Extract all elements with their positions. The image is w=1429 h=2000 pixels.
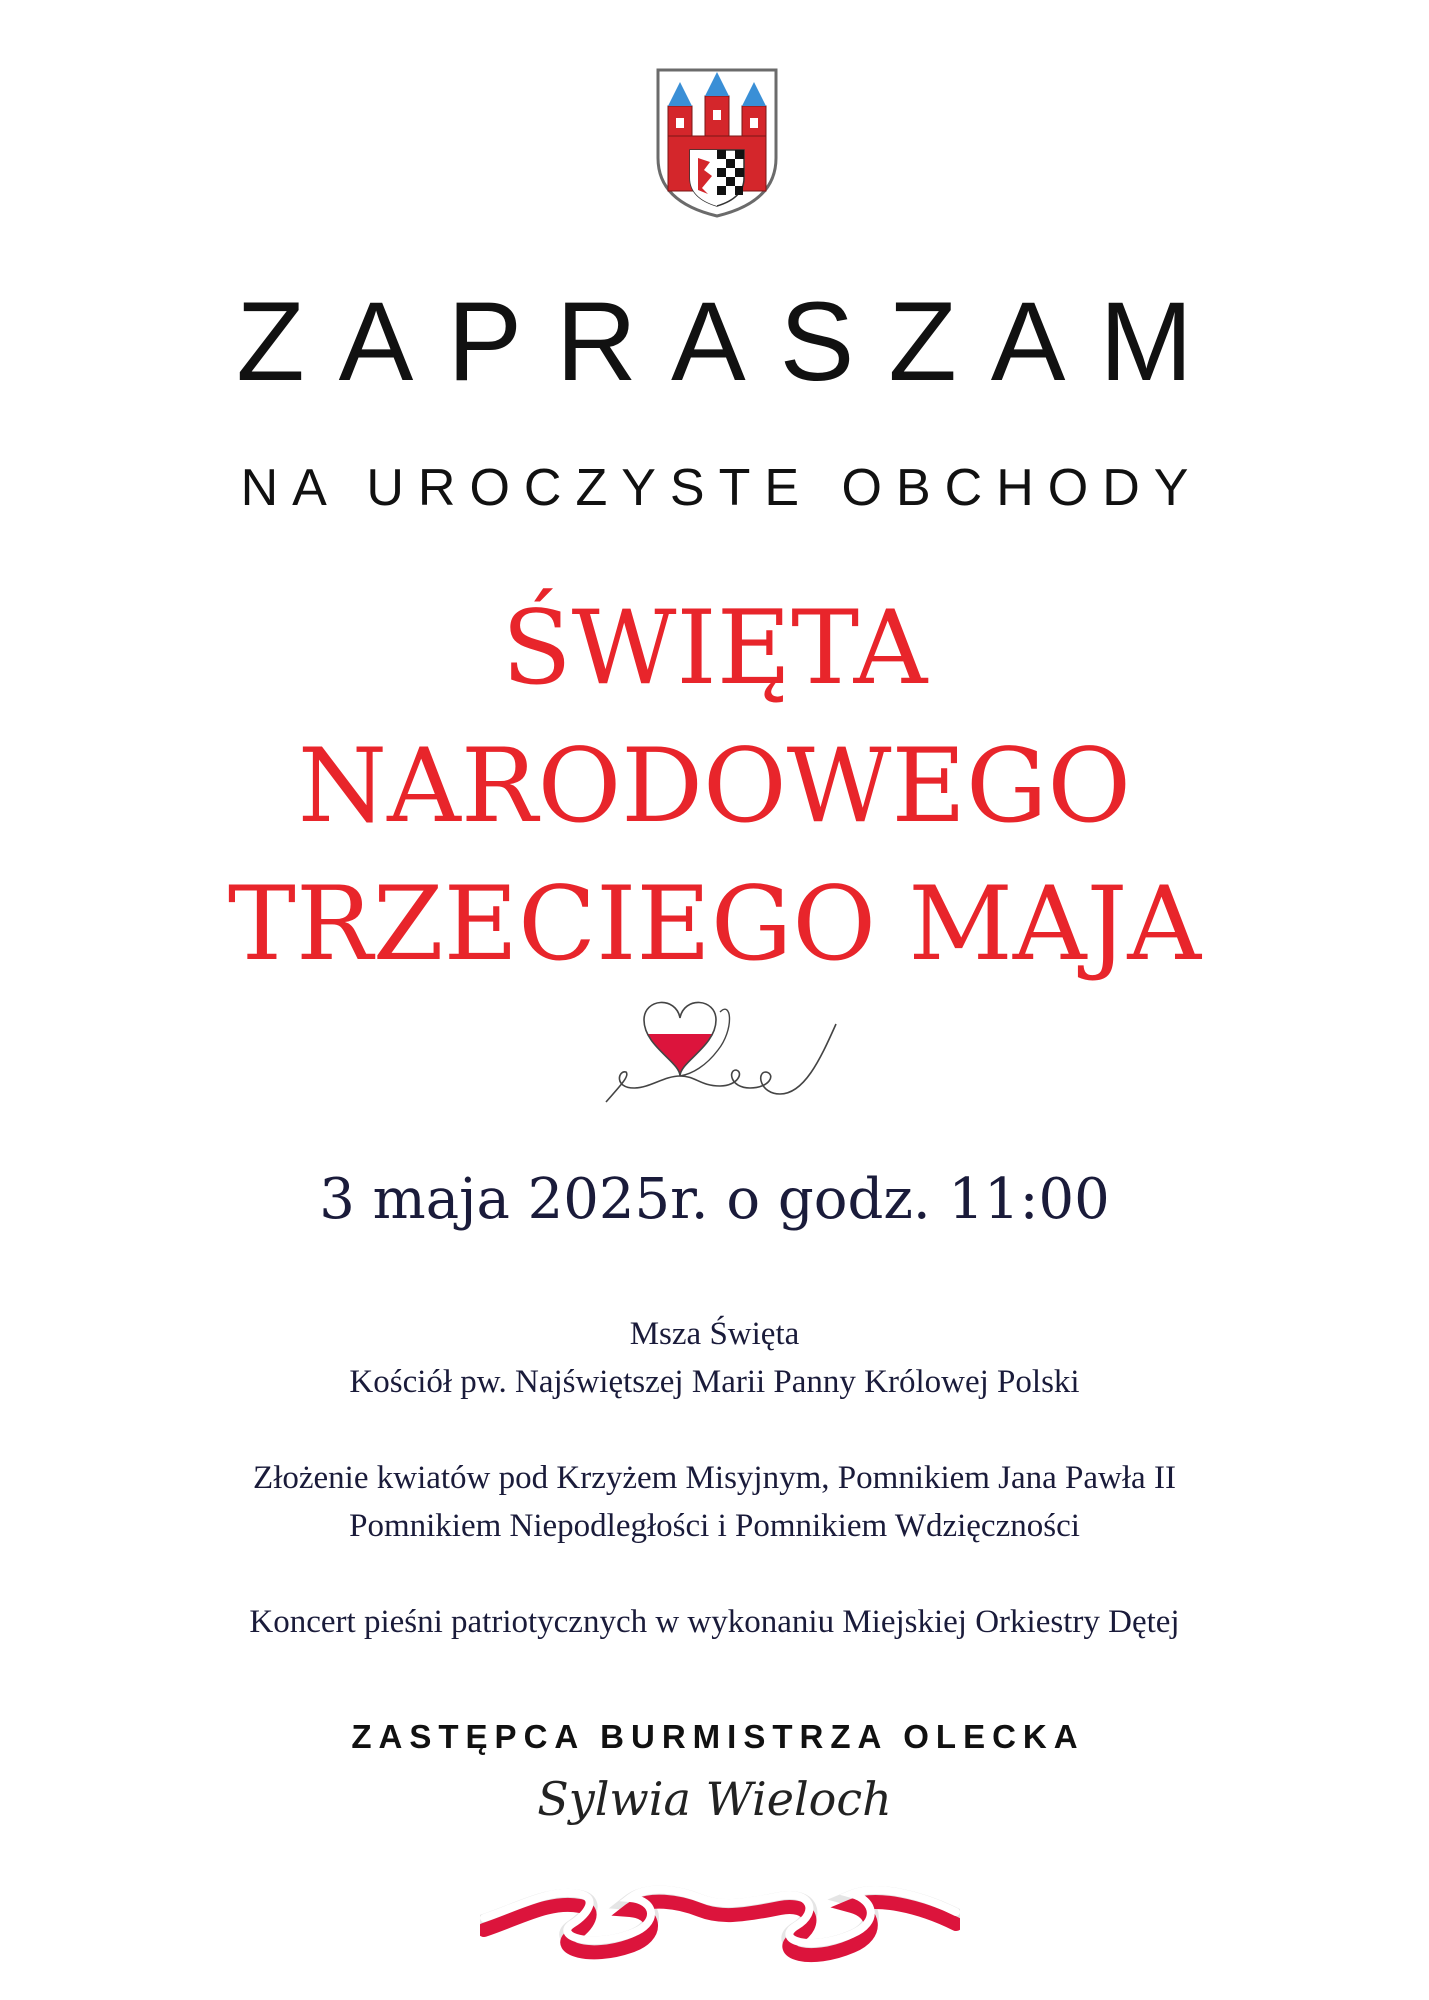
program-details bbox=[0, 1310, 1429, 1646]
signer-signature: Sylwia Wieloch bbox=[537, 1772, 892, 1826]
flag-ribbon-icon bbox=[480, 1858, 960, 1968]
event-title-line-2: NARODOWEGO bbox=[297, 727, 1132, 846]
program-flowers-line-2: Pomnikiem Niepodległości i Pomnikiem Wdzięczności bbox=[349, 1508, 1080, 1544]
event-date: 3 maja 2025r. o godz. 11:00 bbox=[319, 1167, 1110, 1232]
program-concert: Koncert pieśni patriotycznych w wykonaniu Miejskiej Orkiestry Dętej bbox=[249, 1604, 1180, 1640]
spacer bbox=[0, 1406, 1429, 1454]
spacer bbox=[0, 1550, 1429, 1598]
program-flowers-line-1: Złożenie kwiatów pod Krzyżem Misyjnym, Pomnikiem Jana Pawła II bbox=[253, 1460, 1176, 1496]
city-crest-icon bbox=[654, 66, 780, 218]
heart-flag-icon bbox=[600, 990, 840, 1110]
signer-title: ZASTĘPCA BURMISTRZA OLECKA bbox=[351, 1718, 1085, 1755]
program-mass-title: Msza Święta bbox=[629, 1316, 800, 1352]
invitation-heading: ZAPRASZAM bbox=[236, 279, 1227, 404]
program-mass-place: Kościół pw. Najświętszej Marii Panny Królowej Polski bbox=[349, 1364, 1080, 1400]
invitation-subheading: NA UROCZYSTE OBCHODY bbox=[240, 459, 1203, 517]
event-title bbox=[0, 580, 1429, 994]
event-title-line-1: ŚWIĘTA bbox=[501, 589, 928, 708]
event-title-line-3: TRZECIEGO MAJA bbox=[227, 865, 1202, 984]
